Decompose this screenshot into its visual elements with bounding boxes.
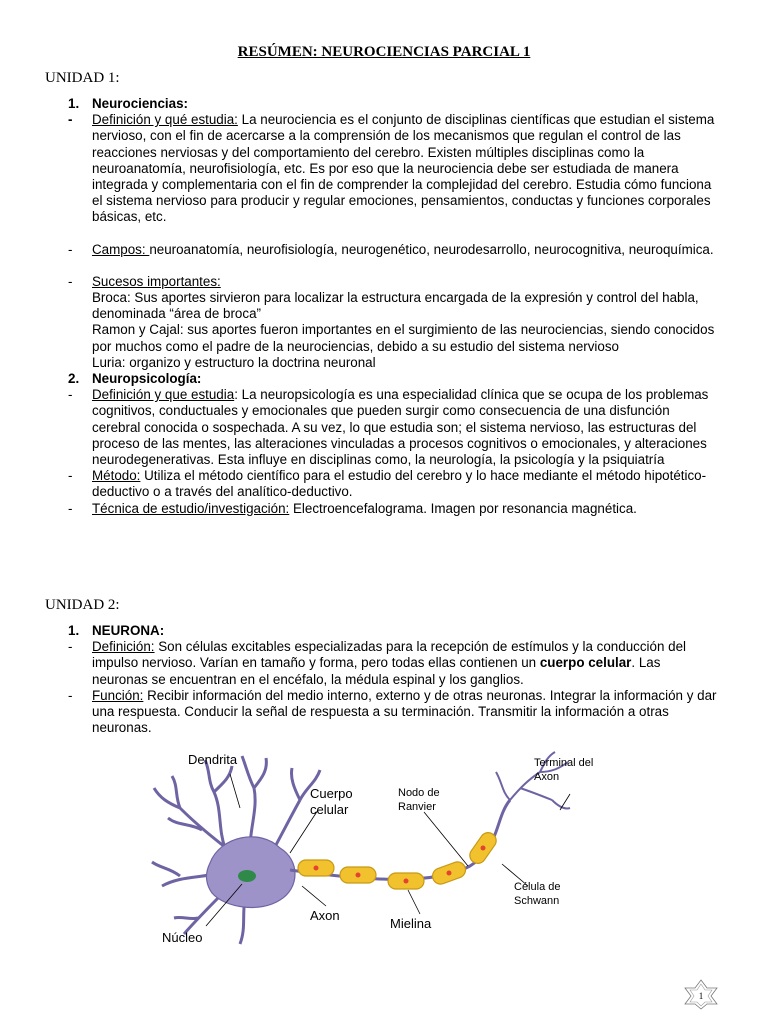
neuron-cell-body <box>152 756 320 944</box>
tecnica-label: Técnica de estudio/investigación: <box>92 500 290 516</box>
label-celular: celular <box>310 802 349 817</box>
neuron-diagram <box>150 748 630 948</box>
sucesos-broca: Broca: Sus aportes sirvieron para localizar la estructura encargada de la expresión y control del habla, denominada “área de broca” <box>92 290 699 322</box>
section-neuropsicologia-heading: 2. Neuropsicología: <box>68 371 202 387</box>
cuerpo-celular-term: cuerpo celular <box>539 655 632 671</box>
myelin-sheaths <box>298 829 499 889</box>
label-nucleo: Núcleo <box>162 930 203 945</box>
section-title: Neuropsicología: <box>92 371 202 387</box>
tecnica-text: Electroencefalograma. Imagen por resonancia magnética. <box>289 500 637 516</box>
neurona-definition: - Definición: Son células excitables especializadas para la recepción de estímulos y la conducción del impulso nervioso. Varían en tamaño y forma, pero todas ellas contienen un cuerpo celular. Las neuronas se encuentran en el encéfalo, la médula espinal y los ganglios. <box>68 639 686 687</box>
section-neurona-heading: 1. NEURONA: <box>68 623 165 638</box>
sucesos-ramon: Ramon y Cajal: sus aportes fueron importantes en el surgimiento de las neurociencias, siendo conocidos por muchos como el padre de la neurociencias, debido a su estudio del sistema nervioso <box>92 322 715 354</box>
page-number: 1 <box>698 991 704 1001</box>
nucleus-shape <box>238 870 256 882</box>
label-schwann: Schwann <box>514 895 560 907</box>
definition-text: : La neuropsicología es una especialidad clínica que se ocupa de los problemas cognitivos, conductuales y emocionales que pueden surgir como consecuencia de una disfunción cerebral conocida o sospechada. A su vez, lo que estudia son; el sistema nervioso, las estructuras del proceso de las mentes, las alteraciones vinculadas a procesos cognitivos o emocionales, y alteraciones neurodegenerativas. Esta influye en disciplinas como, la neurología, la psicología y la psiquiatría <box>92 387 709 468</box>
definition-label: Definición y que estudia <box>92 387 235 403</box>
sucesos-paragraph: - Sucesos importantes: Broca: Sus aportes sirvieron para localizar la estructura encargada de la expresión y control del habla, denominada “área de broca” Ramon y Cajal: sus aportes fueron importantes en el surgimiento de las neurociencias, siendo conocidos por muchos como el padre de la neurociencias, debido a su estudio del sistema nervioso Luria: organizo y estructuro la doctrina neuronal <box>68 274 718 371</box>
campos-paragraph: - Campos: neuroanatomía, neurofisiología, neurogenético, neurodesarrollo, neurocognitiva, neuroquímica. <box>68 241 714 257</box>
metodo-paragraph: - Método: Utiliza el método científico para el estudio del cerebro y lo hace mediante el método hipotético-deductivo o a través del analítico-deductivo. <box>68 468 707 500</box>
definition-paragraph: - Definición y qué estudia: La neurociencia es el conjunto de disciplinas científicas que estudian el sistema nervioso, con el fin de acercarse a la comprensión de los mecanismos que regulan el control de las reacciones nerviosas y del comportamiento del cerebro. Existen múltiples disciplinas como la neuroanatomía, neurofisiología, etc. Es por eso que la neurociencia debe ser estudiada de manera integrada y complementaria con el fin de comprender la complejidad del cerebro. Estudia cómo funciona el sistema nervioso para producir y regular emociones, pensamientos, conductas y funciones corporales básicas, etc. <box>68 112 715 225</box>
label-mielina: Mielina <box>390 916 432 931</box>
metodo-label: Método: <box>92 468 141 484</box>
section-neurociencias-heading: 1. Neurociencias: <box>68 96 189 111</box>
funcion-text: Recibir información del medio interno, externo y de otras neuronas. Integrar la información y dar una respuesta. Conducir la señal de respuesta a su terminación. Transmitir la información a otras neuronas. <box>92 687 717 736</box>
page-number-badge <box>681 978 721 1010</box>
label-axon: Axon <box>310 908 340 923</box>
sucesos-luria: Luria: organizo y estructuro la doctrina neuronal <box>92 354 376 370</box>
label-ranvier: Ranvier <box>398 801 436 813</box>
funcion-label: Función: <box>92 687 144 703</box>
campos-label: Campos: <box>92 241 150 257</box>
label-dendrita: Dendrita <box>188 752 238 767</box>
definition-label: Definición: <box>92 639 155 655</box>
unit-2-heading: UNIDAD 2: <box>45 597 120 613</box>
label-axon-terminal: Axon <box>534 771 560 783</box>
unit-1-content <box>68 96 718 517</box>
funcion-paragraph: - Función: Recibir información del medio interno, externo y de otras neuronas. Integrar la información y dar una respuesta. Conducir la señal de respuesta a su terminación. Transmitir la información a otras neuronas. <box>68 687 717 736</box>
label-celula: Célula de <box>514 881 561 893</box>
section-title: Neurociencias: <box>92 96 189 111</box>
label-nodo: Nodo de <box>398 787 440 799</box>
unit-1-heading: UNIDAD 1: <box>45 70 120 86</box>
definition-text: La neurociencia es el conjunto de disciplinas científicas que estudian el sistema nervioso, con el fin de acercarse a la comprensión de los mecanismos que regulan el control de las reacciones nerviosas y del comportamiento del cerebro. Existen múltiples disciplinas como la neuroanatomía, neurofisiología, etc. Es por eso que la neurociencia debe ser estudiada de manera integrada y complementaria con el fin de comprender la complejidad del cerebro. Estudia cómo funciona el sistema nervioso para producir y regular emociones, pensamientos, conductas y funciones corporales básicas, etc. <box>92 112 715 225</box>
tecnica-paragraph: - Técnica de estudio/investigación: Electroencefalograma. Imagen por resonancia magnética. <box>68 500 637 516</box>
metodo-text: Utiliza el método científico para el estudio del cerebro y lo hace mediante el método hipotético-deductivo o a través del analítico-deductivo. <box>92 468 707 500</box>
sucesos-label: Sucesos importantes: <box>92 273 221 289</box>
label-terminal: Terminal del <box>534 757 594 769</box>
document-title: RESÚMEN: NEUROCIENCIAS PARCIAL 1 <box>237 44 531 60</box>
campos-text: neuroanatomía, neurofisiología, neurogenético, neurodesarrollo, neurocognitiva, neuroquímica. <box>149 241 714 257</box>
section-title: NEURONA: <box>92 623 165 638</box>
definition-label: Definición y qué estudia: <box>92 112 238 128</box>
unit-2-content <box>68 623 718 736</box>
neuropsicologia-definition: - Definición y que estudia: La neuropsicología es una especialidad clínica que se ocupa de los problemas cognitivos, conductuales y emocionales que pueden surgir como consecuencia de una disfunción cerebral conocida o sospechada. A su vez, lo que estudia son; el sistema nervioso, las estructuras del proceso de las mentes, las alteraciones vinculadas a procesos cognitivos o emocionales, y alteraciones neurodegenerativas. Esta influye en disciplinas como, la neurología, la psicología y la psiquiatría <box>68 387 709 468</box>
label-cuerpo: Cuerpo <box>310 786 353 801</box>
